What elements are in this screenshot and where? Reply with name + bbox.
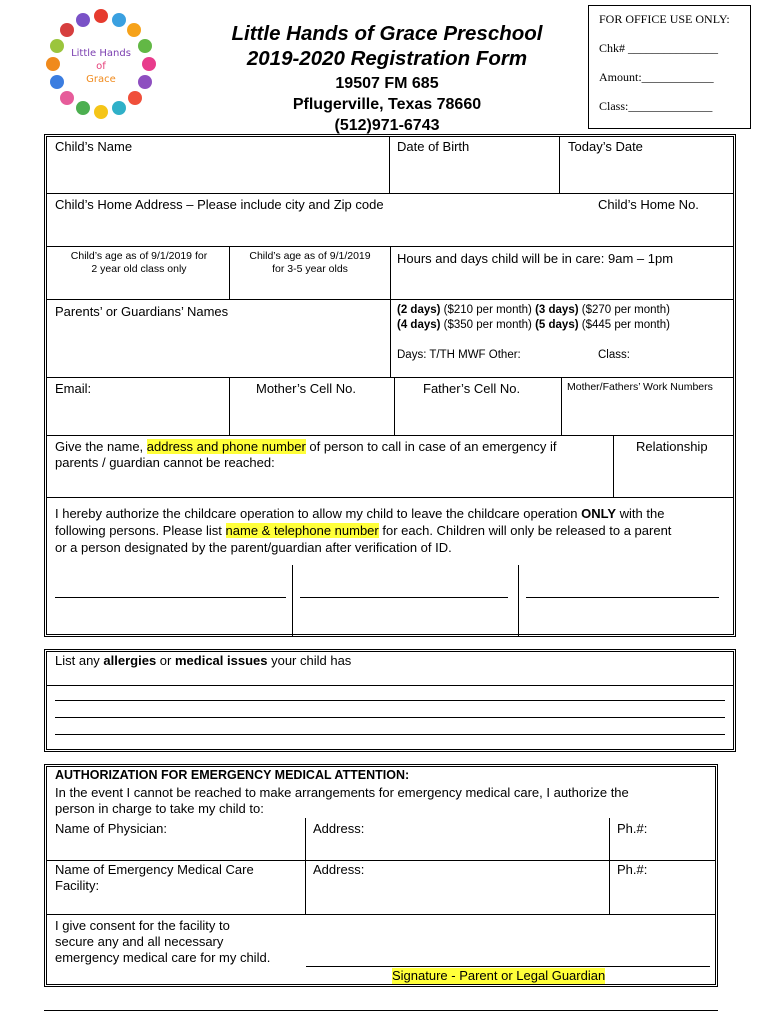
col-divider xyxy=(561,377,562,435)
physician-phone-field[interactable]: Ph.#: xyxy=(617,821,648,836)
row-divider xyxy=(47,193,733,194)
home-address-field[interactable]: Child’s Home Address – Please include city and Zip code xyxy=(55,197,384,212)
physician-field[interactable]: Name of Physician: xyxy=(55,821,167,836)
logo-text-3: Grace xyxy=(86,74,116,85)
age-2yr-field[interactable] xyxy=(50,250,228,276)
authorize-highlight: name & telephone number xyxy=(225,523,379,538)
school-logo xyxy=(45,8,157,120)
facility-field[interactable]: Name of Emergency Medical Care Facility: xyxy=(55,862,254,893)
signature-line[interactable] xyxy=(306,966,710,967)
logo-text-2: of xyxy=(96,61,106,72)
dob-field[interactable]: Date of Birth xyxy=(397,139,470,154)
emergency-contact-field[interactable]: Give the name, address and phone number of person to call in case of an emergency if parents / guardian cannot be reached: xyxy=(55,439,557,470)
col-divider xyxy=(394,377,395,435)
pickup-person-2-field[interactable] xyxy=(300,597,508,598)
childs-name-field[interactable]: Child’s Name xyxy=(55,139,133,154)
medical-heading: AUTHORIZATION FOR EMERGENCY MEDICAL ATTENTION: xyxy=(55,768,410,782)
col-divider xyxy=(609,818,610,914)
row-divider xyxy=(47,860,715,861)
allergies-line-3[interactable] xyxy=(55,734,725,735)
title-line-1: Little Hands of Grace Preschool xyxy=(231,22,543,45)
allergies-line-2[interactable] xyxy=(55,717,725,718)
address-line-2: Pflugerville, Texas 78660 xyxy=(292,96,482,113)
school-phone: (512)971-6743 xyxy=(334,117,440,134)
class-field[interactable]: Class: xyxy=(598,349,630,361)
age-2yr-label-2: 2 year old class only xyxy=(91,263,187,275)
pickup-person-3-field[interactable] xyxy=(526,597,719,598)
col-divider xyxy=(613,435,614,497)
row-divider xyxy=(47,377,733,378)
mother-cell-field[interactable]: Mother’s Cell No. xyxy=(256,381,356,396)
col-divider xyxy=(518,565,519,637)
row-divider xyxy=(47,435,733,436)
work-numbers-field[interactable]: Mother/Fathers’ Work Numbers xyxy=(567,381,713,393)
address-line-1: 19507 FM 685 xyxy=(335,75,439,92)
facility-phone-field[interactable]: Ph.#: xyxy=(617,862,648,877)
office-class-field[interactable]: Class:______________ xyxy=(599,99,713,113)
todays-date-field[interactable]: Today’s Date xyxy=(568,139,643,154)
row-divider xyxy=(47,497,733,498)
age-35-label-2: for 3-5 year olds xyxy=(272,263,348,275)
pickup-authorization-text: I hereby authorize the childcare operation to allow my child to leave the childcare operation ONLY with the following persons. Please list name & telephone number for each. Children will only be released to a parent or a person designated by the parent/guardian after verification of ID. xyxy=(55,506,672,555)
age-35-field[interactable] xyxy=(231,250,389,276)
email-field[interactable]: Email: xyxy=(55,381,92,396)
row-divider xyxy=(47,914,715,915)
col-divider xyxy=(389,137,390,193)
signature-label: Signature - Parent or Legal Guardian xyxy=(392,968,606,983)
pickup-person-1-field[interactable] xyxy=(55,597,286,598)
office-check-field[interactable]: Chk# _______________ xyxy=(599,41,719,55)
allergies-line-1[interactable] xyxy=(55,700,725,701)
age-35-label-1: Child’s age as of 9/1/2019 xyxy=(249,250,371,262)
home-phone-field[interactable]: Child’s Home No. xyxy=(598,197,699,212)
pricing-text: (2 days) ($210 per month) (3 days) ($270 per month) (4 days) ($350 per month) (5 days) ($445 per month) xyxy=(397,304,670,331)
medical-text: In the event I cannot be reached to make arrangements for emergency medical care, I authorize the person in charge to take my child to: xyxy=(55,785,629,816)
allergies-label: List any allergies or medical issues your child has xyxy=(55,653,352,668)
facility-address-field[interactable]: Address: xyxy=(313,862,365,877)
row-divider xyxy=(47,685,733,686)
col-divider xyxy=(229,377,230,435)
office-amount-field[interactable]: Amount:____________ xyxy=(599,70,714,84)
relationship-field[interactable]: Relationship xyxy=(636,439,708,454)
father-cell-field[interactable]: Father’s Cell No. xyxy=(423,381,521,396)
title-line-2: 2019-2020 Registration Form xyxy=(246,47,528,70)
col-divider xyxy=(390,246,391,377)
col-divider xyxy=(292,565,293,637)
days-field[interactable]: Days: T/TH MWF Other: xyxy=(397,349,521,361)
logo-text-1: Little Hands xyxy=(71,48,131,59)
consent-text: I give consent for the facility to secure any and all necessary emergency medical care for my child. xyxy=(55,918,271,965)
col-divider xyxy=(229,246,230,299)
age-2yr-label-1: Child’s age as of 9/1/2019 for xyxy=(70,250,208,262)
office-title: FOR OFFICE USE ONLY: xyxy=(599,12,730,26)
bottom-line xyxy=(44,1010,718,1011)
parents-names-field[interactable]: Parents’ or Guardians’ Names xyxy=(55,304,229,319)
emergency-highlight: address and phone number xyxy=(146,439,306,454)
physician-address-field[interactable]: Address: xyxy=(313,821,365,836)
col-divider xyxy=(559,137,560,193)
hours-label: Hours and days child will be in care: 9am – 1pm xyxy=(397,251,674,266)
col-divider xyxy=(305,818,306,914)
office-use-box xyxy=(588,5,751,129)
